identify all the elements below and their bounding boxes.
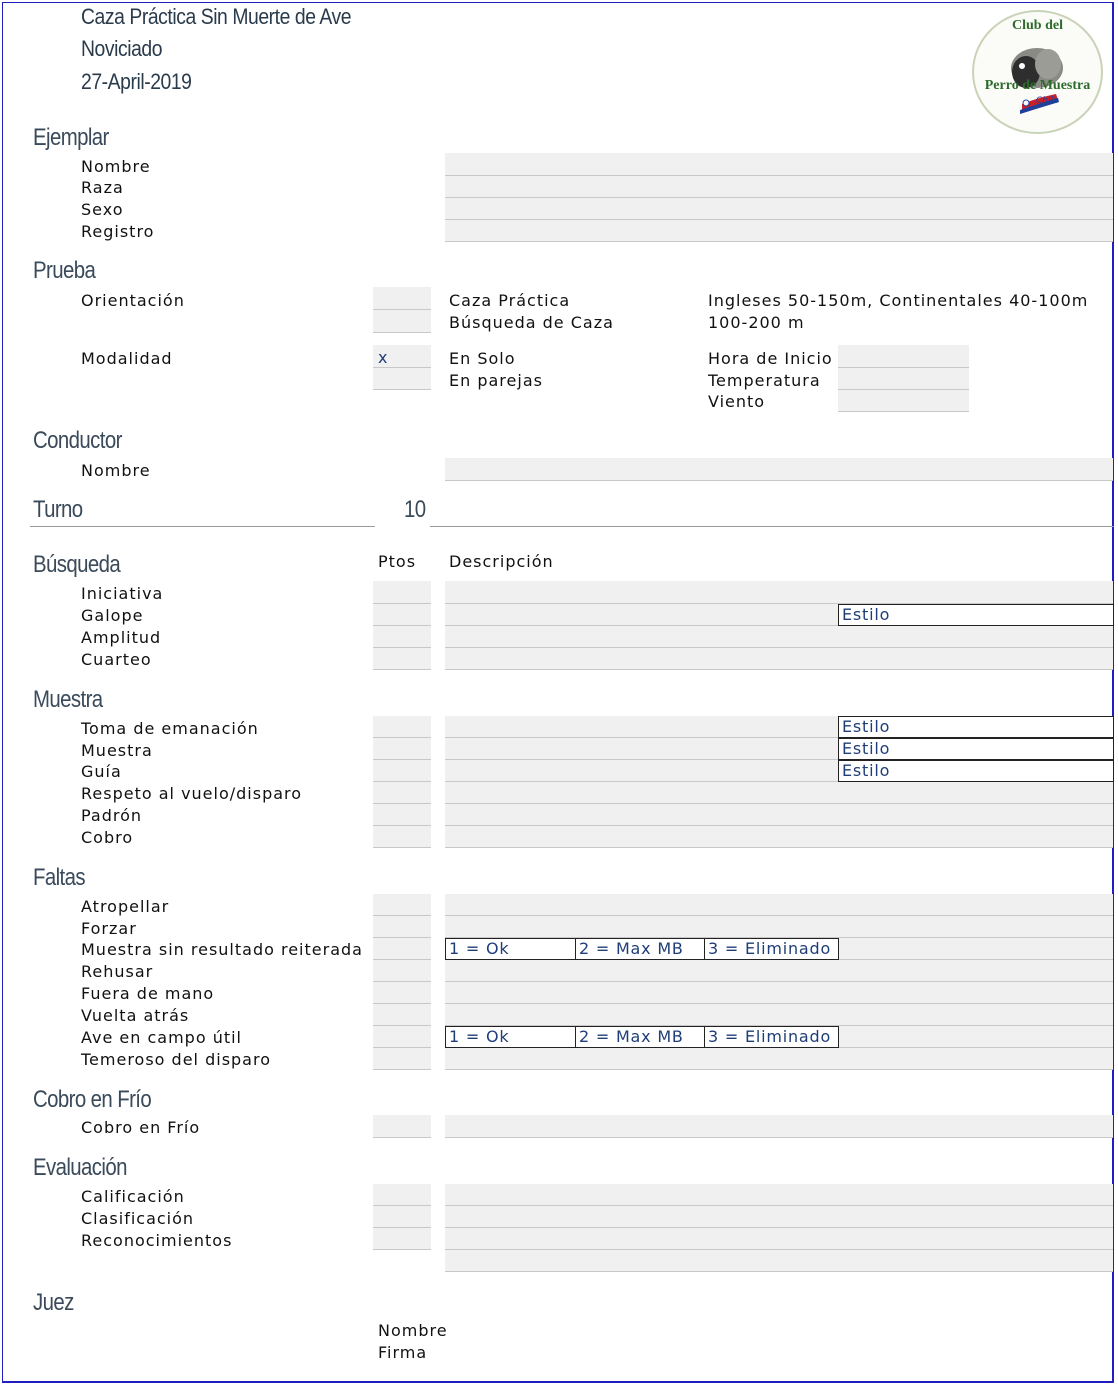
ejemplar-label-sexo: Sexo — [81, 200, 124, 219]
conductor-nombre-field[interactable] — [445, 458, 1113, 481]
guia-estilo-box[interactable]: Estilo — [838, 760, 1114, 782]
faltas-desc-fuera-de-mano[interactable] — [445, 982, 1113, 1004]
temperatura-field[interactable] — [838, 368, 969, 390]
muestra-label-toma: Toma de emanación — [81, 719, 259, 738]
ejemplar-sexo-field[interactable] — [445, 198, 1113, 220]
ptos-header: Ptos — [378, 552, 417, 571]
evaluacion-ptos-reconocimientos[interactable] — [373, 1228, 431, 1250]
section-faltas: Faltas — [33, 864, 85, 891]
evaluacion-label-calificacion: Calificación — [81, 1187, 185, 1206]
muestra-desc-padron[interactable] — [445, 804, 1113, 826]
orientacion-busqueda-check[interactable] — [373, 310, 431, 333]
faltas-desc-temeroso[interactable] — [445, 1048, 1113, 1070]
muestra-desc-muestra[interactable] — [445, 738, 839, 760]
turno-value: 10 — [404, 496, 426, 523]
muestra-label-respeto: Respeto al vuelo/disparo — [81, 784, 303, 803]
faltas-desc-forzar[interactable] — [445, 916, 1113, 938]
busqueda-desc-iniciativa[interactable] — [445, 581, 1113, 604]
logo-text-top: Club del — [1012, 18, 1063, 33]
faltas-ptos-vuelta-atras[interactable] — [373, 1004, 431, 1026]
section-muestra: Muestra — [33, 686, 103, 713]
orientacion-option-caza: Caza Práctica — [449, 291, 571, 310]
evaluacion-desc-calificacion[interactable] — [445, 1184, 1113, 1206]
faltas-label-temeroso: Temeroso del disparo — [81, 1050, 271, 1069]
busqueda-ptos-iniciativa[interactable] — [373, 581, 431, 604]
section-prueba: Prueba — [33, 257, 96, 284]
busqueda-label-cuarteo: Cuarteo — [81, 650, 152, 669]
faltas-ptos-atropellar[interactable] — [373, 894, 431, 916]
muestra-desc-respeto[interactable] — [445, 782, 1113, 804]
cobro-frio-label: Cobro en Frío — [81, 1118, 201, 1137]
viento-label: Viento — [708, 392, 766, 411]
evaluacion-desc-clasificacion[interactable] — [445, 1206, 1113, 1228]
muestra-label-guia: Guía — [81, 762, 122, 781]
faltas-desc-vuelta-atras[interactable] — [445, 1004, 1113, 1026]
muestra-label-cobro: Cobro — [81, 828, 134, 847]
orientacion-caza-practica-check[interactable] — [373, 287, 431, 310]
hora-inicio-label: Hora de Inicio — [708, 349, 833, 368]
faltas-label-fuera-de-mano: Fuera de mano — [81, 984, 215, 1003]
faltas-ptos-rehusar[interactable] — [373, 960, 431, 982]
faltas-desc-rehusar[interactable] — [445, 960, 1113, 982]
faltas-ptos-forzar[interactable] — [373, 916, 431, 938]
juez-label-nombre: Nombre — [378, 1321, 448, 1340]
muestra-desc-cobro[interactable] — [445, 826, 1113, 848]
faltas-label-ave-campo: Ave en campo útil — [81, 1028, 242, 1047]
ave-campo-option-1[interactable]: 1 = Ok — [445, 1026, 576, 1048]
orientacion-option-busqueda: Búsqueda de Caza — [449, 313, 614, 332]
orientacion-note-1: Ingleses 50-150m, Continentales 40-100m — [708, 291, 1089, 310]
viento-field[interactable] — [838, 390, 969, 412]
orientacion-label: Orientación — [81, 291, 185, 310]
section-evaluacion: Evaluación — [33, 1154, 127, 1181]
evaluacion-desc-reconocimientos[interactable] — [445, 1228, 1113, 1250]
faltas-ptos-fuera-de-mano[interactable] — [373, 982, 431, 1004]
dog-emblem-icon — [974, 12, 1101, 132]
orientacion-note-2: 100-200 m — [708, 313, 805, 332]
modalidad-solo-mark: x — [378, 348, 388, 367]
muestra-ptos-guia[interactable] — [373, 760, 431, 782]
busqueda-desc-amplitud[interactable] — [445, 626, 1113, 648]
muestra-label-padron: Padrón — [81, 806, 143, 825]
event-date: 27-April-2019 — [81, 69, 192, 94]
faltas-desc-atropellar[interactable] — [445, 894, 1113, 916]
turno-label: Turno — [33, 496, 83, 523]
muestra-ptos-respeto[interactable] — [373, 782, 431, 804]
logo-country: Chile — [1036, 96, 1059, 106]
busqueda-ptos-amplitud[interactable] — [373, 626, 431, 648]
modalidad-option-parejas: En parejas — [449, 371, 543, 390]
cobro-frio-desc[interactable] — [445, 1115, 1113, 1138]
muestra-sin-resultado-option-2[interactable]: 2 = Max MB — [575, 938, 706, 960]
modalidad-solo-check[interactable] — [373, 345, 431, 368]
galope-estilo-box[interactable]: Estilo — [838, 604, 1114, 626]
evaluacion-label-reconocimientos: Reconocimientos — [81, 1231, 233, 1250]
logo-text-bottom: Perro de Muestra — [984, 78, 1091, 93]
muestra-sin-resultado-option-3[interactable]: 3 = Eliminado — [704, 938, 839, 960]
section-juez: Juez — [33, 1289, 74, 1316]
busqueda-desc-galope[interactable] — [445, 604, 839, 626]
faltas-label-atropellar: Atropellar — [81, 897, 170, 916]
modalidad-label: Modalidad — [81, 349, 173, 368]
ejemplar-raza-field[interactable] — [445, 176, 1113, 198]
muestra-ptos-toma[interactable] — [373, 716, 431, 738]
section-busqueda: Búsqueda — [33, 551, 121, 578]
event-category: Noviciado — [81, 36, 163, 61]
muestra-desc-guia[interactable] — [445, 760, 839, 782]
faltas-label-rehusar: Rehusar — [81, 962, 154, 981]
evaluacion-ptos-calificacion[interactable] — [373, 1184, 431, 1206]
ejemplar-label-raza: Raza — [81, 178, 124, 197]
hora-inicio-field[interactable] — [838, 345, 969, 368]
busqueda-ptos-cuarteo[interactable] — [373, 648, 431, 670]
faltas-label-vuelta-atras: Vuelta atrás — [81, 1006, 190, 1025]
faltas-label-forzar: Forzar — [81, 919, 137, 938]
modalidad-parejas-check[interactable] — [373, 368, 431, 390]
temperatura-label: Temperatura — [708, 371, 821, 390]
section-ejemplar: Ejemplar — [33, 124, 109, 151]
ave-campo-option-2[interactable]: 2 = Max MB — [575, 1026, 706, 1048]
muestra-ptos-cobro[interactable] — [373, 826, 431, 848]
ejemplar-registro-field[interactable] — [445, 220, 1113, 242]
ejemplar-nombre-field[interactable] — [445, 153, 1113, 176]
busqueda-label-amplitud: Amplitud — [81, 628, 162, 647]
faltas-label-muestra-sin-resultado: Muestra sin resultado reiterada — [81, 940, 363, 959]
muestra-ptos-muestra[interactable] — [373, 738, 431, 760]
turno-underline-left — [30, 526, 375, 527]
muestra-desc-toma[interactable] — [445, 716, 839, 738]
muestra-sin-resultado-option-1[interactable]: 1 = Ok — [445, 938, 576, 960]
busqueda-label-iniciativa: Iniciativa — [81, 584, 164, 603]
ejemplar-label-nombre: Nombre — [81, 157, 151, 176]
muestra-label-muestra: Muestra — [81, 741, 153, 760]
evaluacion-ptos-clasificacion[interactable] — [373, 1206, 431, 1228]
descripcion-header: Descripción — [449, 552, 554, 571]
faltas-ptos-temeroso[interactable] — [373, 1048, 431, 1070]
muestra-estilo-box[interactable]: Estilo — [838, 738, 1114, 760]
toma-estilo-box[interactable]: Estilo — [838, 716, 1114, 738]
modalidad-option-solo: En Solo — [449, 349, 516, 368]
evaluacion-label-clasificacion: Clasificación — [81, 1209, 195, 1228]
ave-campo-option-3[interactable]: 3 = Eliminado — [704, 1026, 839, 1048]
evaluacion-desc-extra[interactable] — [445, 1250, 1113, 1272]
ejemplar-label-registro: Registro — [81, 222, 155, 241]
cobro-frio-ptos[interactable] — [373, 1115, 431, 1138]
faltas-ptos-ave-campo[interactable] — [373, 1026, 431, 1048]
turno-underline-right — [430, 526, 1114, 527]
event-title: Caza Práctica Sin Muerte de Ave — [81, 4, 352, 29]
faltas-ptos-muestra-sin-resultado[interactable] — [373, 938, 431, 960]
busqueda-label-galope: Galope — [81, 606, 144, 625]
busqueda-ptos-galope[interactable] — [373, 604, 431, 626]
section-conductor: Conductor — [33, 427, 122, 454]
section-cobro-frio: Cobro en Frío — [33, 1086, 152, 1113]
juez-label-firma: Firma — [378, 1343, 428, 1362]
conductor-label-nombre: Nombre — [81, 461, 151, 480]
busqueda-desc-cuarteo[interactable] — [445, 648, 1113, 670]
muestra-ptos-padron[interactable] — [373, 804, 431, 826]
club-logo — [972, 10, 1103, 134]
